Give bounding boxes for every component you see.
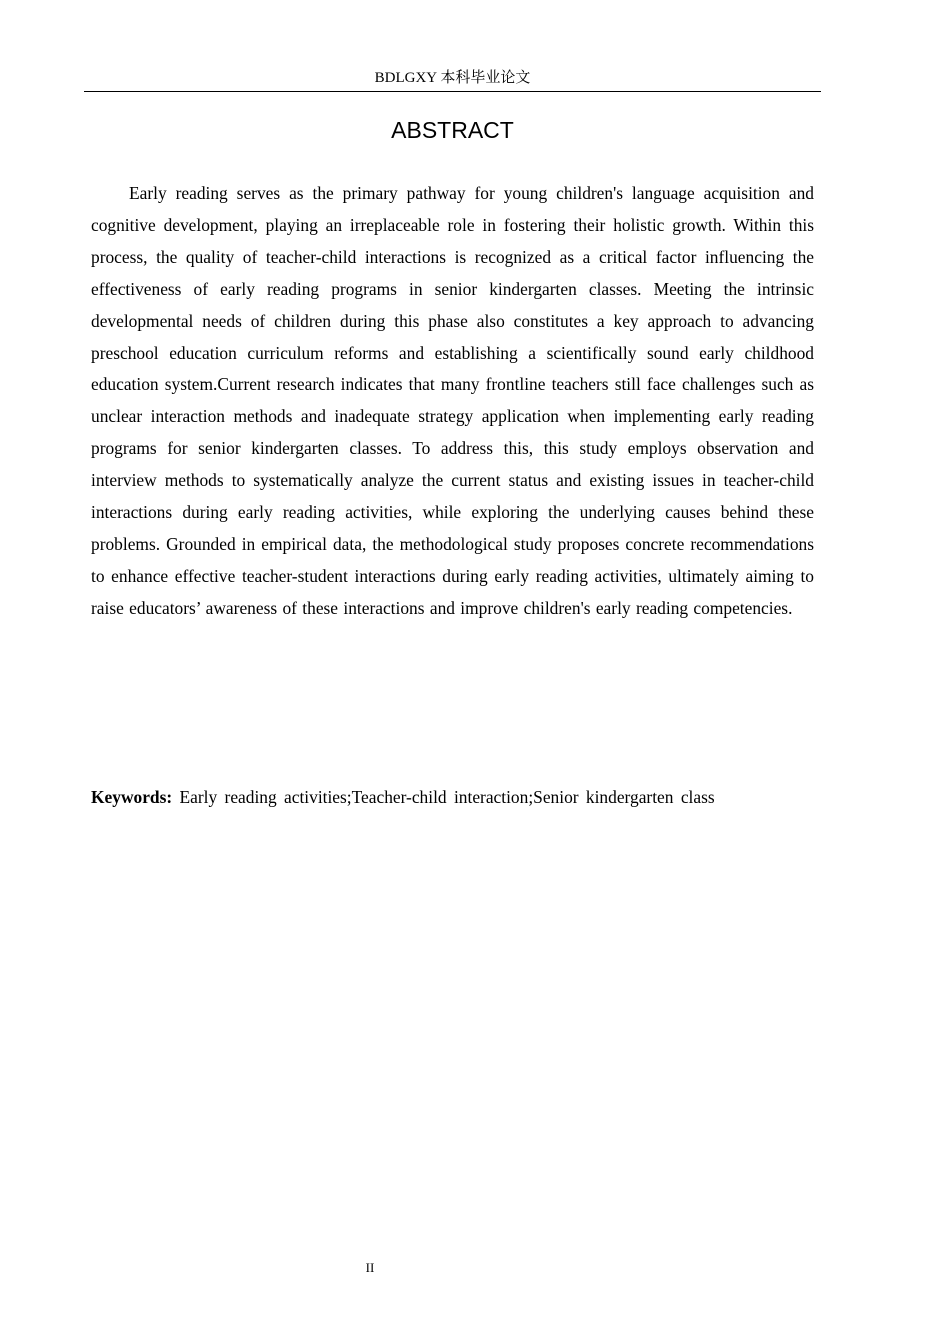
keywords-text: Early reading activities;Teacher-child interaction;Senior kindergarten class: [179, 787, 715, 807]
keywords-label: Keywords:: [91, 787, 173, 807]
abstract-title: ABSTRACT: [391, 117, 514, 143]
page-number: II: [365, 1260, 375, 1275]
header-rule: [84, 91, 821, 92]
running-header: BDLGXY 本科毕业论文: [374, 70, 531, 86]
abstract-body: Early reading serves as the primary pathway for young children's language acquisition and cognitive development, playing an irreplaceable role in fostering their holistic growth. Within this process, the quality of teacher-child interactions is recognized as a critical factor influencing the effectiveness of early reading programs in senior kindergarten classes. Meeting the intrinsic developmental needs of children during this phase also constitutes a key approach to advancing preschool education curriculum reforms and establishing a scientifically sound early childhood education system.Current research indicates that many frontline teachers still face challenges such as unclear interaction methods and inadequate strategy application when implementing early reading programs for senior kindergarten classes. To address this, this study employs observation and interview methods to systematically analyze the current status and existing issues in teacher-child interactions during early reading activities, while exploring the underlying causes behind these problems. Grounded in empirical data, the methodological study proposes concrete recommendations to enhance effective teacher-student interactions during early reading activities, ultimately aiming to raise educators’ awareness of these interactions and improve children's early reading competencies.: [91, 183, 814, 618]
keywords-line: [91, 784, 814, 810]
